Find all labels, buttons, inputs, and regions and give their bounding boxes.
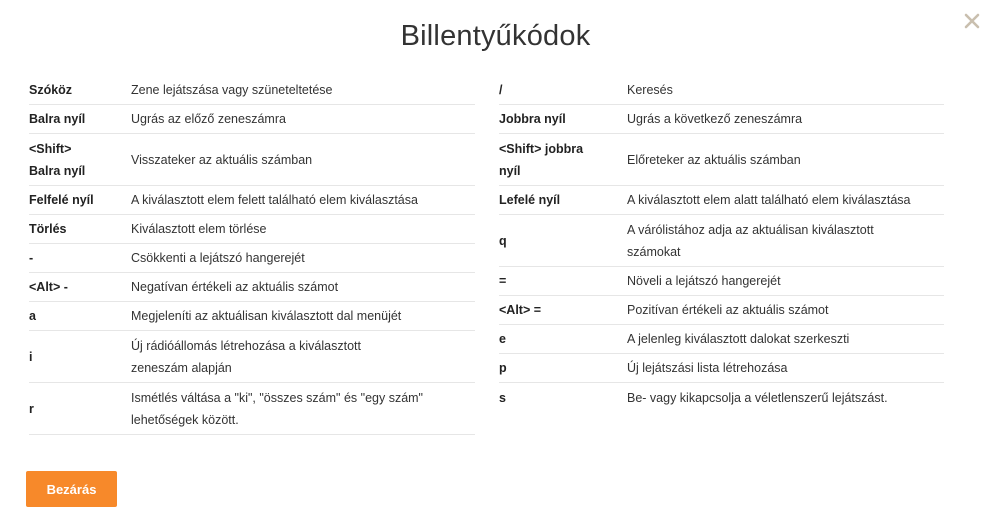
shortcut-key: Lefelé nyíl [499, 193, 561, 207]
shortcut-row [499, 325, 944, 354]
shortcut-description: Visszateker az aktuális számban [131, 152, 313, 167]
shortcut-description: Kiválasztott elem törlése [131, 222, 267, 236]
shortcut-key: <Alt> = [499, 303, 542, 317]
shortcut-row [499, 383, 944, 412]
shortcut-description: Be- vagy kikapcsolja a véletlenszerű lejátszást. [627, 390, 888, 405]
shortcut-key: - [29, 251, 34, 265]
shortcut-description: Csökkenti a lejátszó hangerejét [131, 251, 305, 265]
shortcut-key: Balra nyíl [29, 112, 86, 126]
shortcut-description: Új lejátszási lista létrehozása [627, 361, 788, 375]
shortcut-row [29, 331, 475, 383]
shortcut-description: A jelenleg kiválasztott dalokat szerkeszti [627, 332, 850, 346]
shortcuts-left-column [29, 75, 475, 435]
shortcut-row [499, 75, 944, 105]
shortcut-row [499, 105, 944, 134]
shortcut-description: Ugrás az előző zeneszámra [131, 112, 286, 126]
shortcut-key: p [499, 361, 507, 375]
shortcut-description: A kiválasztott elem felett található elem kiválasztása [131, 193, 418, 207]
shortcut-key: s [499, 390, 506, 405]
shortcut-row [499, 134, 944, 186]
shortcut-row [29, 186, 475, 215]
shortcut-key: Jobbra nyíl [499, 112, 566, 126]
shortcut-key: Felfelé nyíl [29, 193, 94, 207]
shortcut-key: Szóköz [29, 82, 73, 97]
shortcut-description: Zene lejátszása vagy szüneteltetése [131, 82, 333, 97]
shortcut-row [29, 244, 475, 273]
shortcut-row [29, 105, 475, 134]
shortcut-key: <Shift> jobbra nyíl [499, 141, 584, 178]
shortcut-row [499, 186, 944, 215]
shortcut-row [29, 302, 475, 331]
shortcut-key: i [29, 349, 33, 364]
shortcut-key: = [499, 274, 507, 288]
shortcut-row [499, 296, 944, 325]
shortcut-description: Megjeleníti az aktuálisan kiválasztott dal menüjét [131, 309, 402, 323]
shortcut-key: / [499, 82, 503, 97]
shortcut-key: r [29, 401, 34, 416]
shortcut-row [29, 273, 475, 302]
shortcut-description: Előreteker az aktuális számban [627, 152, 801, 167]
shortcut-description: Növeli a lejátszó hangerejét [627, 274, 781, 288]
close-button[interactable]: Bezárás [26, 471, 117, 507]
shortcut-row [499, 354, 944, 383]
shortcut-row [499, 215, 944, 267]
shortcut-row [29, 134, 475, 186]
shortcut-description: Negatívan értékeli az aktuális számot [131, 280, 339, 294]
shortcut-key: e [499, 332, 506, 346]
shortcut-description: Új rádióállomás létrehozása a kiválasztott zeneszám alapján [131, 338, 361, 375]
shortcut-row [29, 383, 475, 435]
shortcut-description: Pozitívan értékeli az aktuális számot [627, 303, 829, 317]
shortcut-description: Ismétlés váltása a "ki", "összes szám" és "egy szám" lehetőségek között. [131, 390, 423, 427]
shortcut-key: <Shift> Balra nyíl [29, 141, 86, 178]
shortcut-key: Törlés [29, 222, 67, 236]
shortcut-row [499, 267, 944, 296]
shortcut-description: Ugrás a következő zeneszámra [627, 112, 803, 126]
shortcut-description: A várólistához adja az aktuálisan kiválasztott számokat [627, 222, 874, 259]
shortcut-description: A kiválasztott elem alatt található elem kiválasztása [627, 193, 911, 207]
dialog-title: Billentyűkódok [400, 20, 591, 52]
shortcut-row [29, 75, 475, 105]
shortcut-row [29, 215, 475, 244]
shortcut-key: q [499, 233, 507, 248]
shortcut-description: Keresés [627, 82, 673, 97]
shortcut-key: a [29, 309, 36, 323]
shortcuts-right-column [499, 75, 944, 412]
shortcut-key: <Alt> - [29, 280, 68, 294]
